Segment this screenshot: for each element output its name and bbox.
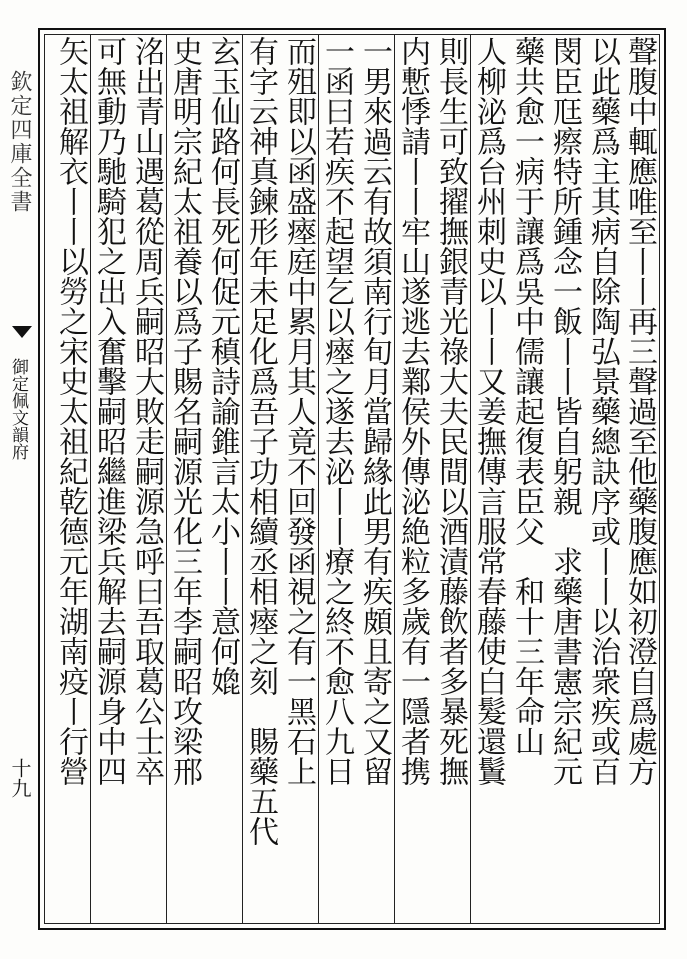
column-rule (318, 34, 319, 924)
column-rule (242, 34, 243, 924)
book-series-title: 欽定四庫全書 (7, 70, 32, 214)
page-margin (0, 28, 38, 930)
text-column: 聲腹中輒應唯至丨丨再三聲過至他藥腹應如初澄自爲處方 (622, 36, 657, 786)
column-rule (90, 34, 91, 924)
text-column: 而殂即以函盛瘞庭中累月其人竟不回發函視之有一黑石上 (281, 36, 316, 786)
text-column: 有字云神真鍊形年未足化爲吾子功相續丞相瘞之刻 賜藥五代 (243, 36, 278, 846)
text-column: 則長生可致擢撫銀青光祿大夫民間以酒漬藤飲者多暴死撫 (433, 36, 468, 786)
column-rule (394, 34, 395, 924)
text-column: 史唐明宗紀太祖養以爲子賜名嗣源光化三年李嗣昭攻梁邢 (167, 36, 202, 786)
text-column: 内慙悸請丨丨牢山遂逃去鄴侯外傳泌絶粒多歲有一隱者携 (395, 36, 430, 786)
text-column: 藥共愈一病于讓爲吳中儒讓起復表臣父 和十三年命山 (509, 36, 544, 756)
text-column: 洺出青山遇葛從周兵嗣昭大敗走嗣源急呼曰吾取葛公士卒 (129, 36, 164, 786)
text-column: 以此藥爲主其病自除陶弘景藥總訣序或丨丨以治衆疾或百 (585, 36, 620, 786)
text-column: 可無動乃馳騎犯之出入奮擊嗣昭繼進梁兵解去嗣源身中四 (91, 36, 126, 786)
text-column: 矢太祖解衣丨丨以勞之宋史太祖紀乾德元年湖南疫丨行營 (53, 36, 88, 786)
text-column: 閔臣尫瘵特所鍾念一飯丨丨皆自躬親 求藥唐書憲宗紀元 (547, 36, 582, 786)
column-rule (166, 34, 167, 924)
text-column: 玄玉仙路何長死何促元稹詩諭錐言太小丨丨意何嫓 (205, 36, 240, 696)
folio-number: 十九 (8, 758, 32, 798)
fishtail-mark (12, 326, 32, 338)
text-column: 一函曰若疾不起望乞以瘞之遂去泌丨丨療之終不愈八九日 (319, 36, 354, 786)
text-column: 人柳泌爲台州刺史以丨丨又姜撫傳言服常春藤使白髮還鬒 (471, 36, 506, 786)
text-column: 一男來過云有故須南行旬月當歸緣此男有疾頗且寄之又留 (357, 36, 392, 786)
column-rule (470, 34, 471, 924)
book-title: 御定佩文韻府 (8, 358, 28, 460)
